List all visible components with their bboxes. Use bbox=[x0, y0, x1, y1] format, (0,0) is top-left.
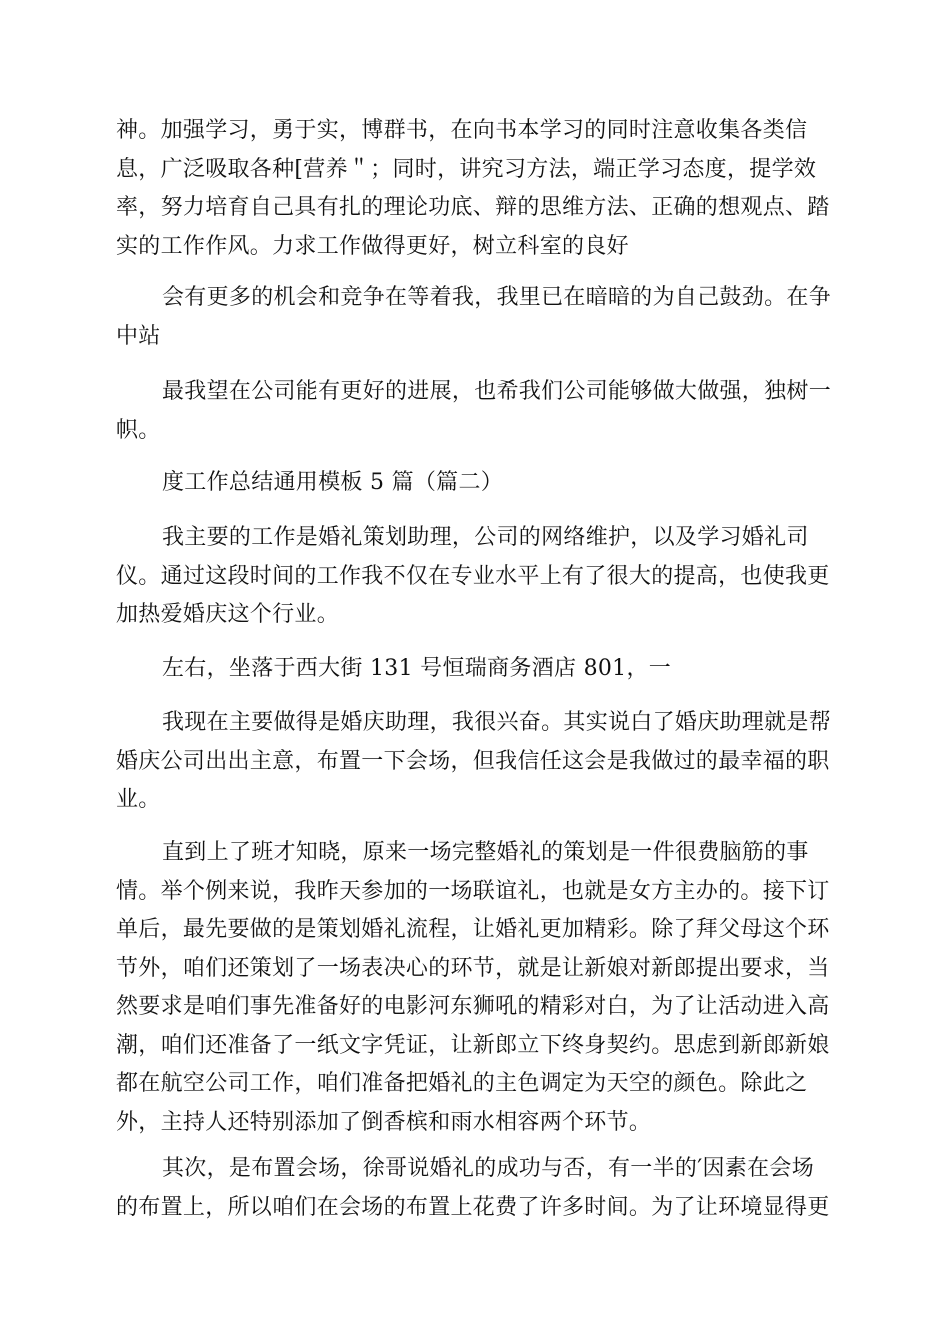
text-line: 左右，坐落于西大街 131 号恒瑞商务酒店 801，一 bbox=[162, 656, 672, 681]
text-line: 情。举个例来说，我昨天参加的一场联谊礼，也就是女方主办的。接下订 bbox=[116, 878, 830, 904]
text-line: 实的工作作风。力求工作做得更好，树立科室的良好 bbox=[116, 233, 629, 259]
text-line: 神。加强学习，勇于实，博群书，在向书本学习的同时注意收集各类信 bbox=[116, 118, 808, 143]
text-line: 其次，是布置会场，徐哥说婚礼的成功与否，有一半的′因素在会场 bbox=[162, 1156, 814, 1181]
text-line: 业。 bbox=[116, 787, 161, 812]
text-line: 单后，最先要做的是策划婚礼流程，让婚礼更加精彩。除了拜父母这个环 bbox=[116, 917, 830, 942]
text-line: 仪。通过这段时间的工作我不仅在专业水平上有了很大的提高，也使我更 bbox=[116, 563, 830, 589]
text-line: 节外，咱们还策划了一场表决心的环节，就是让新娘对新郎提出要求，当 bbox=[116, 955, 830, 981]
paragraph-5 bbox=[116, 519, 836, 635]
section-title: 度工作总结通用模板 5 篇（篇二） bbox=[162, 470, 504, 495]
text-line: 加热爱婚庆这个行业。 bbox=[116, 602, 340, 627]
paragraph-6 bbox=[116, 650, 836, 689]
text-line: 率，努力培育自己具有扎的理论功底、辩的思维方法、正确的想观点、踏 bbox=[116, 195, 830, 220]
text-line: 都在航空公司工作，咱们准备把婚礼的主色调定为天空的颜色。除此之 bbox=[116, 1071, 808, 1096]
text-line: 最我望在公司能有更好的进展，也希我们公司能够做大做强，独树一 bbox=[162, 379, 832, 404]
text-line: 直到上了班才知晓，原来一场完整婚礼的策划是一件很费脑筋的事 bbox=[162, 840, 809, 865]
text-line: 然要求是咱们事先准备好的电影河东狮吼的精彩对白，为了让活动进入高 bbox=[116, 994, 830, 1019]
text-line: 我主要的工作是婚礼策划助理，公司的网络维护，以及学习婚礼司 bbox=[162, 525, 809, 550]
text-line: 会有更多的机会和竞争在等着我，我里已在暗暗的为自己鼓劲。在争 bbox=[162, 285, 832, 310]
text-line: 帜。 bbox=[116, 417, 161, 443]
paragraph-9 bbox=[116, 1150, 836, 1227]
text-line: 婚庆公司出出主意，布置一下会场，但我信任这会是我做过的最幸福的职 bbox=[116, 748, 830, 774]
text-line: 外，主持人还特别添加了倒香槟和雨水相容两个环节。 bbox=[116, 1109, 652, 1135]
paragraph-3 bbox=[116, 373, 836, 450]
text-line: 的布置上，所以咱们在会场的布置上花费了许多时间。为了让环境显得更 bbox=[116, 1194, 830, 1220]
paragraph-2 bbox=[116, 279, 836, 356]
paragraph-1 bbox=[116, 112, 836, 266]
text-line: 我现在主要做得是婚庆助理，我很兴奋。其实说白了婚庆助理就是帮 bbox=[162, 710, 832, 735]
paragraph-7 bbox=[116, 704, 836, 820]
text-line: 潮，咱们还准备了一纸文字凭证，让新郎立下终身契约。思虑到新郎新娘 bbox=[116, 1032, 830, 1058]
text-line: 息，广泛吸取各种[营养＂；同时，讲究习方法，端正学习态度，提学效 bbox=[116, 156, 817, 182]
section-heading bbox=[116, 464, 836, 503]
text-line: 中站 bbox=[116, 323, 161, 349]
paragraph-8 bbox=[116, 834, 836, 1142]
